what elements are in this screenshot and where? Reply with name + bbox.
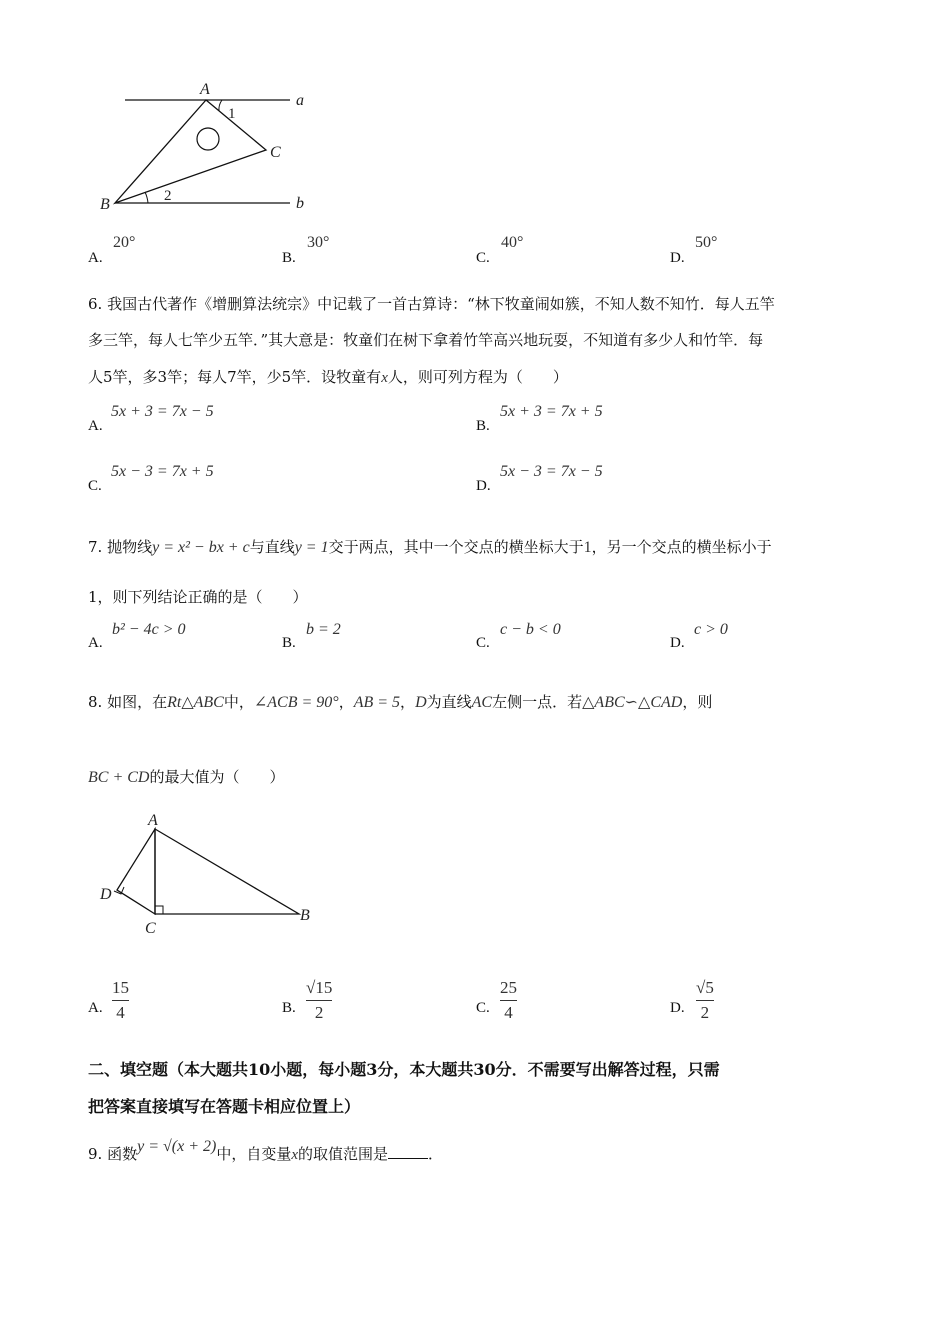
q8-option-a-fraction [112,978,129,1023]
figure-right-triangle [95,810,325,940]
section-2-heading-line-2: 把答案直接填写在答题卡相应位置上） [88,1097,361,1116]
q6-option-b-letter: B. [476,418,490,434]
q8-line-2 [88,767,284,788]
triangle-abc [115,100,266,203]
q8-option-b-num: √15 [306,978,333,997]
q8-option-a-letter: A. [88,1000,103,1016]
label-C: C [270,144,281,161]
q8-sep-6: ，则 [682,693,713,711]
q6-option-a-value: 5x + 3 = 7x − 5 [111,403,214,420]
q8-option-b-letter: B. [282,1000,296,1016]
q6-variable: x [381,370,388,386]
q5-option-a-value: 20° [113,234,136,251]
q6-option-b-value: 5x + 3 = 7x + 5 [500,403,603,420]
q5-option-c-value: 40° [501,234,524,251]
angle-1-arc [219,100,222,111]
q7-post: ，另一个交点的横坐标小于 [591,538,772,556]
q7-num: 1 [583,539,592,556]
q8-pre: 8. 如图，在 [88,693,168,711]
q8-option-c-num: 25 [500,978,517,997]
q5-option-b-value: 30° [307,234,330,251]
q7-line-1 [88,537,772,558]
q8-sep-1: 中， [223,693,254,711]
label-A-2: A [148,812,158,829]
right-angle-c [155,906,163,914]
q6-option-a-letter: A. [88,418,103,434]
label-C-2: C [145,920,156,937]
triangle-abc-2 [155,829,299,914]
q8-option-c-fraction [500,978,517,1023]
q6-line-3 [88,367,568,388]
q7-mid-1: 与直线 [249,538,295,556]
q6-option-c-letter: C. [88,478,102,494]
q5-option-d-letter: D. [670,250,685,266]
q9-mid: 中，自变量 [216,1145,292,1163]
triangle-hole [197,128,219,150]
q8-option-a-num: 15 [112,978,129,997]
q8-option-c-den: 4 [504,1003,513,1022]
q6-option-c-value: 5x − 3 = 7x + 5 [111,463,214,480]
q9-variable: x [291,1147,299,1163]
q8-option-d-num: √5 [696,978,714,997]
q8-point-d: D [415,694,427,711]
q7-mid-2: 交于两点，其中一个交点的横坐标大于 [328,538,584,556]
q6-line-3-post: 人，则可列方程为（ ） [387,368,568,386]
q6-line-2: 多三竿，每人七竿少五竿．”其大意是：牧童们在树下拿着竹竿高兴地玩耍，不知道有多少人和竹竿．每 [88,331,764,349]
q8-angle: ∠ACB = 90° [253,694,339,711]
q8-option-b-fraction [306,978,332,1023]
q8-option-a-den: 4 [116,1003,125,1022]
q7-option-c-letter: C. [476,635,490,651]
q7-option-a-value: b² − 4c > 0 [112,621,186,638]
q8-line-2-text: 的最大值为（ ） [149,768,285,786]
label-angle-1: 1 [228,106,236,122]
q8-ac: AC [471,694,493,711]
q8-option-b-den: 2 [314,1003,324,1022]
q8-sep-2: ， [338,693,354,711]
q8-option-d-den: 2 [700,1003,710,1022]
q7-option-b-letter: B. [282,635,296,651]
angle-2-arc [145,192,148,203]
q9-answer-blank[interactable] [388,1158,428,1159]
q5-option-a-letter: A. [88,250,103,266]
q5-option-d-value: 50° [695,234,718,251]
q7-line-eq: y = 1 [294,539,329,556]
q6-line-1: 6. 我国古代著作《增删算法统宗》中记载了一首古算诗：“林下牧童闹如簇，不知人数不知竹．每人五竿 [88,295,775,313]
q8-option-c-letter: C. [476,1000,490,1016]
q7-option-d-letter: D. [670,635,685,651]
label-D: D [100,886,112,903]
q9-line [88,1138,444,1165]
triangle-acd [117,829,155,914]
q7-option-c-value: c − b < 0 [500,621,561,638]
q9-post: 的取值范围是 [298,1145,389,1163]
q8-option-d-fraction [696,978,714,1023]
section-2-heading-line-1: 二、填空题（本大题共10小题，每小题3分，本大题共30分．不需要写出解答过程，只需 [88,1060,720,1079]
q8-ab: AB = 5 [353,694,401,711]
q6-option-d-letter: D. [476,478,491,494]
q9-pre: 9. 函数 [88,1145,138,1163]
q7-parabola: y = x² − bx + c [152,539,250,556]
q6-option-d-value: 5x − 3 = 7x − 5 [500,463,603,480]
label-angle-2: 2 [164,188,172,204]
q8-sep-4: 为直线 [426,693,472,711]
label-B: B [100,196,110,213]
q8-triangle: Rt△ABC [167,694,224,711]
q5-option-b-letter: B. [282,250,296,266]
q8-similar: △ABC∽△CAD [582,694,683,711]
q9-function: y = √(x + 2) [137,1138,217,1155]
q8-sep-5: 左侧一点．若 [492,693,583,711]
q8-sep-3: ， [400,693,416,711]
q8-sum: BC + CD [88,769,150,786]
q7-pre: 7. 抛物线 [88,538,153,556]
figure-parallel-lines-triangle [90,78,330,218]
q7-line-2: 1，则下列结论正确的是（ ） [88,588,308,606]
q7-option-b-value: b = 2 [306,621,341,638]
label-line-b: b [296,195,304,212]
q9-end: ． [428,1145,444,1163]
q6-line-3-pre: 人5竿，多3竿；每人7竿，少5竿．设牧童有 [88,368,382,386]
q8-line-1 [88,692,712,713]
label-A: A [200,81,210,98]
q7-option-d-value: c > 0 [694,621,728,638]
q7-option-a-letter: A. [88,635,103,651]
q8-option-d-letter: D. [670,1000,685,1016]
label-line-a: a [296,92,304,109]
q5-option-c-letter: C. [476,250,490,266]
label-B-2: B [300,907,310,924]
